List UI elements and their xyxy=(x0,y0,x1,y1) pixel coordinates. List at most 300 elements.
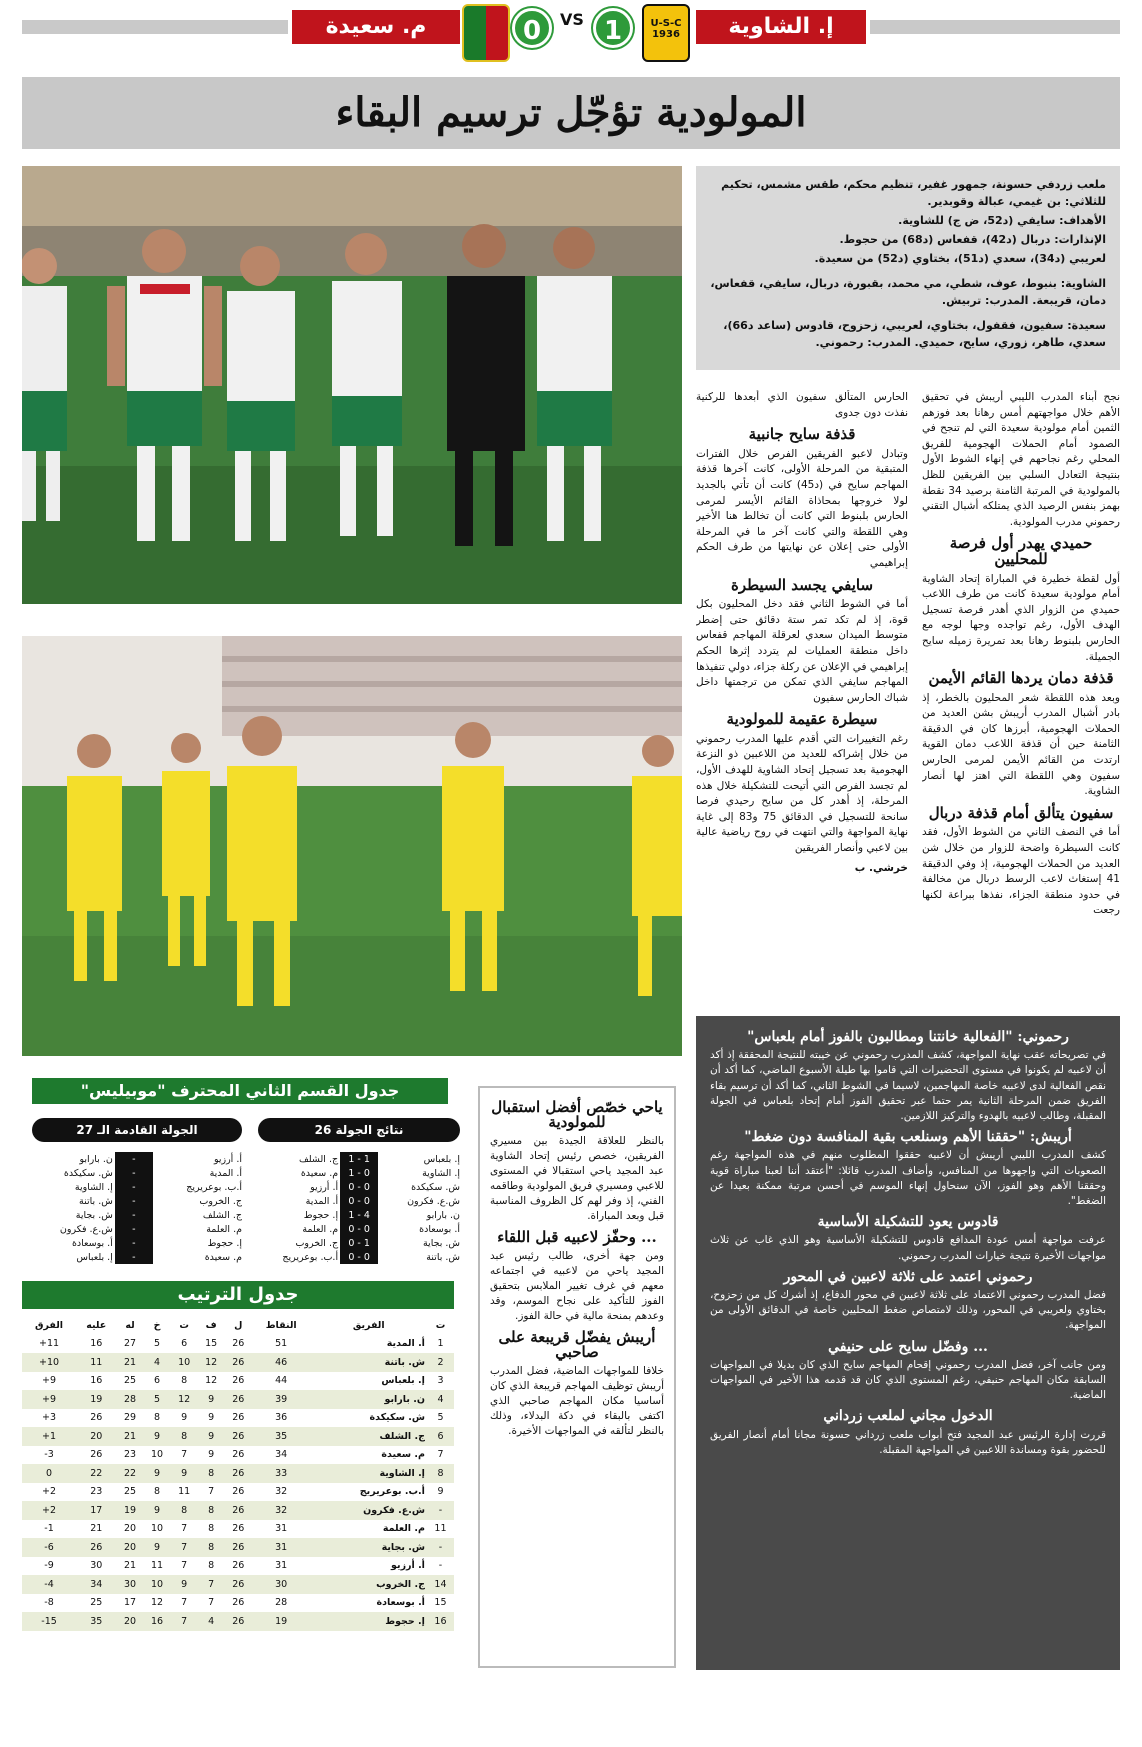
stat-cell: 7 xyxy=(171,1538,198,1557)
score-cell: 0 - 0 xyxy=(340,1222,378,1236)
stat-cell: 15 xyxy=(205,1338,218,1350)
stat-cell: 34 xyxy=(76,1575,116,1594)
page-headline: المولودية تؤجّل ترسيم البقاء xyxy=(22,77,1120,149)
results-table xyxy=(252,1152,462,1264)
table-row xyxy=(252,1152,462,1166)
stat-cell: 26 xyxy=(232,1597,245,1609)
stat-cell: 19 xyxy=(76,1390,116,1409)
stat-cell: 3- xyxy=(44,1449,54,1461)
team-cell: أ. بوسعادة xyxy=(376,1597,425,1609)
quote-heading: ... وفضّل سايح على حنيفي xyxy=(828,1338,988,1355)
col-header: الفرق xyxy=(34,1319,64,1331)
stat-cell: 26 xyxy=(225,1538,252,1557)
team-cell: أ. بوسعادة xyxy=(419,1223,460,1235)
stat-cell: 0 xyxy=(22,1464,76,1483)
subheading: سفيون يتألق أمام قذفة دربال xyxy=(928,803,1114,822)
article-paragraph: رغم التغييرات التي أقدم عليها المدرب رحموني من خلال إشراكه للعديد من اللاعبين ذو النزعة الهجومية بعد تسجيل إتحاد الشاوية للهدف الأول، لم تجسد الفرص التي أتيحت للتشكيلة خلال هذه المرحلة، إذ أهدر كل من سايح رحيدي فرصا سانحة للتسجيل في الدقائق 75 و83 إلى غاية نهاية المواجهة والتي انتهت في روح رياضية عالية بين لاعبي وأنصار الفريقين xyxy=(696,732,908,855)
team-cell: أ.ب. بوعريريج xyxy=(186,1181,242,1193)
stat-cell: 7 xyxy=(198,1575,225,1594)
team-cell: م. سعيدة xyxy=(204,1251,242,1263)
score-cell: 4 - 1 xyxy=(340,1208,378,1222)
table-row xyxy=(252,1208,462,1222)
stat-cell: 22 xyxy=(76,1464,116,1483)
table-row xyxy=(28,1208,244,1222)
team-cell: إ. الشاوية xyxy=(311,1464,427,1483)
stat-cell: 1- xyxy=(44,1523,54,1535)
stat-cell: 1 xyxy=(437,1338,444,1350)
stat-cell: 32 xyxy=(252,1501,311,1520)
stat-cell: 21 xyxy=(123,1560,137,1572)
team-cell: إ. حجوط xyxy=(311,1612,427,1631)
table-row xyxy=(252,1250,462,1264)
stat-cell: 3+ xyxy=(42,1412,57,1424)
stat-cell: 27 xyxy=(123,1338,137,1350)
stat-cell: 9 xyxy=(144,1501,171,1520)
stat-cell: 7 xyxy=(181,1597,188,1609)
stat-cell: 12 xyxy=(198,1353,225,1372)
stat-cell: 6 xyxy=(181,1338,188,1350)
team-cell: إ. حجوط xyxy=(303,1209,339,1221)
stat-cell: 9 xyxy=(208,1412,215,1424)
quote-paragraph: قررت إدارة الرئيس عبد المجيد فتح أبواب ملعب زرداني حسونة مجانا أمام أنصار الفريق للحضور بقوة ومساندة اللاعبين في المواجهة المقبلة. xyxy=(710,1428,1106,1456)
stat-cell: 11 xyxy=(76,1353,116,1372)
table-row xyxy=(22,1612,454,1631)
team-cell: م. العلمة xyxy=(206,1223,242,1235)
stat-cell: 26 xyxy=(225,1427,252,1446)
home-team-tag: إ. الشاوية xyxy=(696,10,866,44)
info-line: الأهداف: سايفي (د52، ض ج) للشاوية. xyxy=(898,214,1106,227)
score-cell: 0 - 0 xyxy=(340,1250,378,1264)
score-cell: 1 - 1 xyxy=(340,1152,378,1166)
stat-cell: 26 xyxy=(232,1412,245,1424)
team-cell: م. سعيدة xyxy=(381,1449,425,1461)
stat-cell: 26 xyxy=(232,1523,245,1535)
quote-heading: رحموني اعتمد على ثلاثة لاعبين في المحور xyxy=(783,1268,1033,1285)
stat-cell: 9 xyxy=(171,1575,198,1594)
league-table-title: جدول القسم الثاني المحترف "موبيليس" xyxy=(32,1078,448,1104)
stat-cell: 7 xyxy=(437,1449,444,1461)
stat-cell: 9 xyxy=(181,1412,188,1424)
article-paragraph: أما في النصف الثاني من الشوط الأول، فقد كانت السيطرة واضحة للزوار من خلال شن العديد من الحملات الهجومية، إذ وفي الدقيقة 41 إستغاث لاعب الرسط دربال من مخالفة في حدود منطقة الجزاء، نفذها ببراعة لكنها رجعت xyxy=(922,826,1120,917)
stat-cell: 36 xyxy=(275,1412,288,1424)
subheading: سايفي يجسد السيطرة xyxy=(730,575,874,594)
team-cell: ج. الشلف xyxy=(202,1209,242,1221)
stat-cell: 16 xyxy=(427,1612,454,1631)
team-photo-yellow-kit-image xyxy=(22,636,682,1056)
stat-cell: 11 xyxy=(178,1486,191,1498)
stat-cell: 29 xyxy=(123,1412,137,1424)
article-paragraph: وبعد هذه اللقطة شعر المحليون بالخطر، إذ بادر أشبال المدرب أريبش بشن العديد من الحملات الهجومية، أبرزها كان في الدقيقة الثامنة حين أن قذفة اللاعب دمان القوية ارتدت من القائم الأيمن لمرمى الحارس سفيون وهي اللقطة التي اهتز لها أنصار الشاوية. xyxy=(922,691,1120,798)
stat-cell: 9 xyxy=(198,1390,225,1409)
article-intro: الحارس المتألق سفيون الذي أبعدها للركنية نفذت دون جدوى xyxy=(696,391,908,419)
team-cell: أ. المدية xyxy=(386,1338,425,1350)
table-row xyxy=(28,1222,244,1236)
team-cell: أ. بوسعادة xyxy=(71,1237,113,1249)
quote-paragraph: فضل المدرب رحموني الاعتماد على ثلاثة لاعبين في محور الدفاع، إذ أشرك كل من زحزوح، بختاوي ولعريبي في المحور، وذلك لامتصاص ضغط المحليين خاصة في الدقائق الأولى من المواجهة. xyxy=(710,1289,1106,1332)
note-paragraph: ومن جهة أخرى، طالب رئيس عبد المجيد ياحي من لاعبيه في اجتماعه معهم في غرف تغيير الملابس بتحقيق الفوز للتأكيد على نجاح الموسم، وقد وعدهم بمنحة مالية في حالة الفوز. xyxy=(490,1250,664,1322)
stat-cell: 12 xyxy=(205,1375,218,1387)
stat-cell: 9- xyxy=(44,1560,54,1572)
fixture-cell: - xyxy=(115,1152,153,1166)
stat-cell: 14 xyxy=(427,1575,454,1594)
fixture-cell: - xyxy=(115,1236,153,1250)
col-header: عليه xyxy=(86,1319,107,1331)
info-line: الإنذارات: دربال (د42)، قفعاس (د68) من حجوط. xyxy=(839,233,1106,246)
stat-cell: 12 xyxy=(151,1597,164,1609)
stat-cell: 30 xyxy=(252,1575,311,1594)
team-cell: ن. بارابو xyxy=(311,1390,427,1409)
score-cell: 0 - 0 xyxy=(340,1180,378,1194)
next-round-title: الجولة القادمة الـ 27 xyxy=(32,1118,242,1142)
stat-cell: 30 xyxy=(90,1560,103,1572)
team-cell: ج. الخروب xyxy=(199,1195,242,1207)
stat-cell: 26 xyxy=(232,1338,245,1350)
stat-cell: 26 xyxy=(225,1501,252,1520)
col-header: ت xyxy=(435,1319,446,1331)
table-row xyxy=(252,1236,462,1250)
subheading: قذفة سايح جانبية xyxy=(748,425,856,444)
side-notes-box xyxy=(478,1086,676,1668)
team-cell: ش. باتنة xyxy=(79,1195,113,1207)
stat-cell: 9 xyxy=(171,1464,198,1483)
stat-cell: 32 xyxy=(275,1486,288,1498)
stat-cell: 25 xyxy=(90,1597,103,1609)
stat-cell: 7 xyxy=(181,1560,188,1572)
fixture-cell: - xyxy=(115,1208,153,1222)
team-cell: أ. أرزيو xyxy=(310,1181,339,1193)
team-cell: ش. بجاية xyxy=(422,1237,460,1249)
subheading: سيطرة عقيمة للمولودية xyxy=(726,710,878,729)
stat-cell: 10 xyxy=(171,1353,198,1372)
stat-cell: 9 xyxy=(144,1427,171,1446)
subheading: حميدي يهدر أول فرصة للمحليين xyxy=(949,534,1093,568)
col-header: النقاط xyxy=(265,1319,297,1331)
stat-cell: 2 xyxy=(427,1353,454,1372)
stat-cell: 9 xyxy=(144,1538,171,1557)
stat-cell: 1+ xyxy=(22,1427,76,1446)
stat-cell: 7 xyxy=(208,1597,215,1609)
table-row xyxy=(22,1390,454,1409)
stat-cell: 7 xyxy=(208,1486,215,1498)
table-row xyxy=(22,1427,454,1446)
stat-cell: 17 xyxy=(76,1501,116,1520)
fixture-cell: - xyxy=(115,1180,153,1194)
stat-cell: 9+ xyxy=(42,1375,57,1387)
fixture-cell: - xyxy=(115,1166,153,1180)
stat-cell: 5 xyxy=(144,1390,171,1409)
table-row xyxy=(28,1166,244,1180)
stat-cell: 3 xyxy=(437,1375,444,1387)
quotes-dark-box xyxy=(696,1016,1120,1670)
stat-cell: 8- xyxy=(44,1597,54,1609)
quote-heading: الدخول مجاني لملعب زرداني xyxy=(823,1408,993,1425)
team-cell: ن. بارابو xyxy=(79,1153,113,1165)
quote-paragraph: ومن جانب آخر، فضل المدرب رحموني إقحام المهاجم سايح الذي كان بديلا في المواجهات السابقة مكان المهاجم حنيفي، رغم المستوى الذي كان قد قدمه هذا الأخير في المواجهات الماضية. xyxy=(710,1358,1106,1402)
stat-cell: 30 xyxy=(116,1575,143,1594)
stat-cell: 4 xyxy=(427,1390,454,1409)
table-row xyxy=(22,1538,454,1557)
stat-cell: 17 xyxy=(123,1597,137,1609)
stat-cell: 6- xyxy=(22,1538,76,1557)
table-row xyxy=(252,1222,462,1236)
stat-cell: 26 xyxy=(232,1560,245,1572)
stat-cell: 7 xyxy=(171,1612,198,1631)
next-round-table xyxy=(28,1152,244,1264)
team-cell: إ. بلعباس xyxy=(381,1375,425,1387)
info-line: سعيدة: سفيون، فقفول، بختاوي، لعريبي، زحزوح، قادوس (ساعد د66)، سعدي، طاهر، زوري، سايح، حميدي. المدرب: رحموني. xyxy=(723,319,1106,349)
team-cell: أ. المدية xyxy=(305,1195,339,1207)
team-cell: ج. الشلف xyxy=(311,1427,427,1446)
fixture-cell: - xyxy=(115,1222,153,1236)
table-row xyxy=(252,1194,462,1208)
team-cell: ش. سكيكدة xyxy=(411,1181,460,1193)
table-row xyxy=(22,1520,454,1539)
stat-cell: 15- xyxy=(22,1612,76,1631)
away-score: 0 xyxy=(512,8,552,48)
score-cell: 1 - 0 xyxy=(340,1236,378,1250)
table-row xyxy=(22,1557,454,1576)
stat-cell: 8 xyxy=(208,1560,215,1572)
team-cell: إ. بلعباس xyxy=(76,1251,113,1263)
team-cell: ش. بجاية xyxy=(75,1209,113,1221)
team-cell: ن. بارابو xyxy=(426,1209,460,1221)
team-cell: ش.ع. فكرون xyxy=(407,1195,460,1207)
subheading: قذفة دمان يردها القائم الأيمن xyxy=(928,669,1114,688)
team-cell: إ. بلعباس xyxy=(423,1153,460,1165)
note-heading: ياحي خصّص أفضل استقبال للمولودية xyxy=(491,1098,663,1131)
table-row xyxy=(22,1446,454,1465)
quote-paragraph: كشف المدرب الليبي أريبش أن لاعبيه حققوا المطلوب منهم في هذه المواجهة رغم الصعوبات التي واجهوها من المنافس، وأضاف المدرب قائلا: "أعتقد أننا لعبنا مباراة قوية وحققنا الأهم وهو الفوز، الآن سنحاول إنهاء الموسم في أحسن مرتبة ممكنة بعيدا عن الضغط". xyxy=(710,1149,1106,1208)
table-row xyxy=(28,1250,244,1264)
stat-cell: 10+ xyxy=(22,1353,76,1372)
away-crest-icon xyxy=(462,4,510,62)
stat-cell: 33 xyxy=(252,1464,311,1483)
score-cell: 0 - 0 xyxy=(340,1194,378,1208)
stat-cell: 51 xyxy=(275,1338,288,1350)
stat-cell: - xyxy=(438,1560,443,1572)
table-row xyxy=(22,1464,454,1483)
team-cell: إ. حجوط xyxy=(207,1237,242,1249)
standings-table xyxy=(22,1316,454,1631)
table-row xyxy=(252,1166,462,1180)
col-header: ت xyxy=(179,1319,189,1331)
stat-cell: 26 xyxy=(90,1412,103,1424)
away-team-tag: م. سعيدة xyxy=(292,10,460,44)
stat-cell: 2+ xyxy=(42,1486,57,1498)
stat-cell: 46 xyxy=(252,1353,311,1372)
stat-cell: 8 xyxy=(427,1464,454,1483)
team-cell: ج. الشلف xyxy=(298,1153,339,1165)
col-header: الفريق xyxy=(352,1319,385,1331)
stat-cell: 19 xyxy=(252,1612,311,1631)
stat-cell: 25 xyxy=(123,1375,137,1387)
stat-cell: 26 xyxy=(225,1390,252,1409)
stat-cell: 10 xyxy=(151,1523,164,1535)
standings-body xyxy=(22,1335,454,1631)
stat-cell: 6 xyxy=(154,1375,161,1387)
table-row xyxy=(252,1180,462,1194)
stat-cell: 20 xyxy=(123,1523,137,1535)
team-cell: ش.ع. فكرون xyxy=(59,1223,113,1235)
note-heading: أريبش يفضّل قريبعة على صاحبي xyxy=(498,1328,656,1361)
col-header: ف xyxy=(205,1319,217,1331)
standings-header-row xyxy=(22,1316,454,1335)
stat-cell: 31 xyxy=(252,1538,311,1557)
col-header: خ xyxy=(153,1319,161,1331)
stat-cell: 8 xyxy=(208,1523,215,1535)
article-signature: خرشي. ب xyxy=(854,861,908,874)
stat-cell: 16 xyxy=(90,1375,103,1387)
stat-cell: - xyxy=(427,1501,454,1520)
table-row xyxy=(22,1409,454,1428)
stat-cell: 26 xyxy=(232,1375,245,1387)
stat-cell: 12 xyxy=(171,1390,198,1409)
stat-cell: 9+ xyxy=(22,1390,76,1409)
versus-label: VS xyxy=(560,10,584,29)
stat-cell: 8 xyxy=(171,1427,198,1446)
stat-cell: 26 xyxy=(225,1612,252,1631)
stat-cell: 39 xyxy=(252,1390,311,1409)
quote-paragraph: في تصريحاته عقب نهاية المواجهة، كشف المدرب رحموني عن خيبته للنتيجة المحققة إذ أكد أن لاعبيه لم يكونوا في مستوى التحضيرات التي قاموا بها طيلة الأسبوع الماضي، كما أكد أن نقص الفعالية لدى لاعبيه خاصة المهاجمين، لاسيما في الشوط الثاني، كما أكد أن ترسيم بقاء الفريق ضمن المرحلة الثانية يمر حتما عبر تحقيق الفوز أمام إتحاد بلعباس في الجولة المقبلة، وطالب لاعبيه بالهدوء والتركيز اللازمين. xyxy=(710,1049,1106,1123)
info-line: ملعب زردفي حسونة، جمهور غفير، تنظيم محكم، طقس مشمس، تحكيم للثلاثي: بن غيمي، عبالة وقوبدير. xyxy=(721,178,1106,208)
note-paragraph: خلافا للمواجهات الماضية، فضل المدرب أريبش توظيف المهاجم قريبعة الذي كان أساسيا مكان المهاجم صاحبي الذي اكتفى بالبقاء في دكة البدلاء، وذلك بالنظر لتألقه في المواجهات الأخيرة. xyxy=(490,1365,664,1437)
stat-cell: 8 xyxy=(171,1501,198,1520)
match-info-box xyxy=(696,166,1120,370)
stat-cell: 4 xyxy=(198,1612,225,1631)
stat-cell: 26 xyxy=(225,1575,252,1594)
stat-cell: 5 xyxy=(437,1412,444,1424)
fixture-cell: - xyxy=(115,1250,153,1264)
stat-cell: 19 xyxy=(116,1501,143,1520)
stat-cell: 21 xyxy=(116,1353,143,1372)
team-cell: ش. سكيكدة xyxy=(369,1412,425,1424)
table-row xyxy=(22,1575,454,1594)
stat-cell: 23 xyxy=(123,1449,137,1461)
table-row xyxy=(22,1594,454,1613)
stat-cell: 4- xyxy=(22,1575,76,1594)
stat-cell: 9 xyxy=(198,1427,225,1446)
stat-cell: 28 xyxy=(116,1390,143,1409)
team-cell: ش. باتنة xyxy=(426,1251,460,1263)
stat-cell: 26 xyxy=(90,1449,103,1461)
stat-cell: 26 xyxy=(225,1464,252,1483)
team-cell: ج. الخروب xyxy=(311,1575,427,1594)
stat-cell: 23 xyxy=(90,1486,103,1498)
stat-cell: 26 xyxy=(225,1353,252,1372)
table-row xyxy=(22,1372,454,1391)
quote-heading: قادوس يعود للتشكيلة الأساسية xyxy=(817,1214,999,1231)
stat-cell: 11+ xyxy=(39,1338,60,1350)
stat-cell: 9 xyxy=(208,1449,215,1461)
results-title: نتائج الجولة 26 xyxy=(258,1118,460,1142)
stat-cell: 21 xyxy=(116,1427,143,1446)
team-cell: ج. الخروب xyxy=(295,1237,339,1249)
stat-cell: 8 xyxy=(154,1412,161,1424)
stat-cell: 8 xyxy=(154,1486,161,1498)
stat-cell: 15 xyxy=(434,1597,447,1609)
stat-cell: 10 xyxy=(151,1449,164,1461)
stat-cell: 35 xyxy=(76,1612,116,1631)
stat-cell: 31 xyxy=(275,1560,288,1572)
stat-cell: 28 xyxy=(275,1597,288,1609)
stat-cell: 26 xyxy=(76,1538,116,1557)
article-paragraph: وتبادل لاعبو الفريقين الفرص خلال الفترات المتبقية من المرحلة الأولى، كانت آخرها قذفة المهاجم سايح في (د45) كانت أن تأتي بالجديد لولا خروجها بمحاذاة القائم الأيسر لمرمى الحارس بلبنوط التي كانت أن تخالط هنا الأخير وهي اللقطة والتي كانت آخر ما في المرحلة الأولى حتى إعلان عن نهايتها من طرف الحكم إبراهيمي xyxy=(696,447,908,569)
team-cell: م. العلمة xyxy=(302,1223,339,1235)
stat-cell: 16 xyxy=(90,1338,103,1350)
stat-cell: 25 xyxy=(123,1486,137,1498)
table-row xyxy=(22,1483,454,1502)
article-column-right xyxy=(922,390,1120,950)
stat-cell: 7 xyxy=(181,1523,188,1535)
stat-cell: 34 xyxy=(275,1449,288,1461)
standings-title: جدول الترتيب xyxy=(22,1281,454,1309)
table-row xyxy=(28,1236,244,1250)
stat-cell: 4 xyxy=(144,1353,171,1372)
info-line: الشاوية: بنبوط، عوف، شطي، مي محمد، بقبورة، دربال، سايفي، قفعاس، دمان، قريبعة. المدرب: تربيش. xyxy=(710,277,1106,307)
stat-cell: 10 xyxy=(144,1575,171,1594)
table-row xyxy=(22,1353,454,1372)
team-cell: أ. المدية xyxy=(209,1167,242,1179)
table-row xyxy=(28,1194,244,1208)
article-paragraph: أما في الشوط الثاني فقد دخل المحليون بكل قوة، إذ لم تكد تمر ستة دقائق حتى إضطر متوسط الميدان سعدي لعرقلة المهاجم قفعاس داخل منطقة العمليات لم يتردد إثرها الحكم إبراهيمي في الإعلان عن ركلة جزاء، دولي تنفيذها المهاجم سايفي الذي تمكن من ترجمتها داخل شباك الحارس سفيون xyxy=(696,598,908,704)
stat-cell: 8 xyxy=(198,1501,225,1520)
quote-paragraph: عرفت مواجهة أمس عودة المدافع قادوس للتشكيلة الأساسية وهو الذي غاب عن ثلاث مواجهات الأخيرة نتيجة خيارات المدرب رحموني. xyxy=(710,1234,1106,1262)
article-intro: نجح أبناء المدرب الليبي أريبش في تحقيق الأهم خلال مواجهتهم أمس رهانا بعد فوزهم الثمين أمام مولودية سعيدة التي لم تنجح في الصمود أمام الحملات الهجومية للفريق المحلي رغم نجاحهم في إنهاء الشوط الأول بنتيجة التعادل السلبي بين الفريقين للظل بالمولودية في المرتبة الثامنة برصيد 34 نقطة بهمز بنفس الرصيد الذي يمتلكه أشبال التقني رحموني مدرب المولودية. xyxy=(922,391,1120,528)
score-cell: 0 - 1 xyxy=(340,1166,378,1180)
team-photo-yellow-kit xyxy=(22,636,682,1056)
team-cell: ش. بجاية xyxy=(311,1538,427,1557)
stat-cell: 22 xyxy=(116,1464,143,1483)
team-cell: ش. سكيكدة xyxy=(63,1167,113,1179)
team-cell: أ. أرزيو xyxy=(391,1560,425,1572)
score-bar-left-rule xyxy=(22,20,288,34)
stat-cell: 21 xyxy=(90,1523,103,1535)
home-score: 1 xyxy=(593,8,633,48)
stat-cell: 11 xyxy=(434,1523,447,1535)
team-photo-white-kit xyxy=(22,166,682,604)
stat-cell: 31 xyxy=(275,1523,288,1535)
stat-cell: 20 xyxy=(76,1427,116,1446)
team-cell: إ. الشاوية xyxy=(74,1181,113,1193)
team-cell: م. العلمة xyxy=(382,1523,425,1535)
quote-heading: أريبش: "حققنا الأهم وسنلعب بقية المنافسة دون ضغط" xyxy=(744,1129,1072,1146)
stat-cell: 9 xyxy=(437,1486,444,1498)
stat-cell: 8 xyxy=(181,1375,188,1387)
note-heading: ... وحفّز لاعبيه قبل اللقاء xyxy=(497,1228,657,1246)
table-row xyxy=(22,1335,454,1354)
stat-cell: 20 xyxy=(116,1612,143,1631)
stat-cell: 2+ xyxy=(22,1501,76,1520)
team-cell: ش.ع. فكرون xyxy=(311,1501,427,1520)
stat-cell: 8 xyxy=(198,1538,225,1557)
team-cell: أ.ب. بوعريريج xyxy=(282,1251,339,1263)
stat-cell: 20 xyxy=(116,1538,143,1557)
stat-cell: 7 xyxy=(181,1449,188,1461)
team-cell: أ. أرزيو xyxy=(213,1153,242,1165)
article-column-left xyxy=(696,390,908,950)
team-cell: م. سعيدة xyxy=(300,1167,339,1179)
info-line: لعريبي (د34)، سعدي (د51)، بختاوي (د52) من سعيدة. xyxy=(814,252,1106,265)
stat-cell: 26 xyxy=(232,1449,245,1461)
stat-cell: 35 xyxy=(252,1427,311,1446)
team-photo-white-kit-image xyxy=(22,166,682,604)
col-header: له xyxy=(125,1319,135,1331)
stat-cell: 26 xyxy=(232,1486,245,1498)
table-row xyxy=(28,1152,244,1166)
team-cell: إ. الشاوية xyxy=(422,1167,460,1179)
stat-cell: 16 xyxy=(144,1612,171,1631)
table-row xyxy=(28,1180,244,1194)
